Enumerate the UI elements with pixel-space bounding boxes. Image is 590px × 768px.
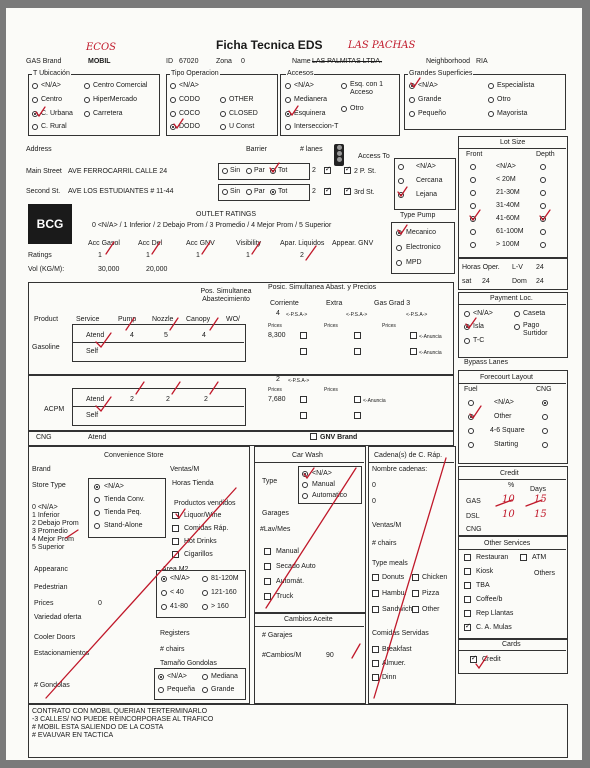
pos-simultanea-header: Pos. Simultanea Abastecimiento	[200, 288, 252, 303]
outlet-scale: 0 <N/A> / 1 Inferior / 2 Debajo Prom / 3 Promedio / 4 Mejor Prom / 5 Superior	[92, 222, 332, 229]
access-2p-label: 2 P. St.	[354, 168, 377, 175]
acpm-label: ACPM	[44, 406, 65, 413]
forecourt-title: Forecourt Layout	[480, 374, 533, 381]
hours-dom-label: Dom	[512, 278, 527, 285]
gas-price-value: 8,300	[268, 332, 286, 339]
access-na-label: <N/A>	[416, 163, 436, 170]
gondolas-label: # Gondolas	[34, 682, 70, 689]
pump-header: Pump	[118, 316, 137, 323]
pen-check	[540, 210, 550, 220]
pen-check	[176, 509, 185, 518]
pen-stroke	[172, 382, 180, 394]
pen-check	[398, 225, 407, 234]
operacion-opt: CODO	[179, 96, 200, 103]
lanes-main-value: 2	[312, 167, 316, 174]
rating-col: Apar. Liquidos	[280, 240, 325, 247]
name-value: LAS PALMITAS LTDA.	[312, 58, 383, 65]
prod-item: Cigarillos	[184, 551, 213, 558]
pen-check	[96, 397, 111, 411]
outlet-title: OUTLET RATINGS	[196, 211, 257, 218]
wash-opt: Manual	[312, 481, 335, 488]
store-ventas-label: Ventas/M	[170, 466, 200, 473]
service-item: TBA	[476, 582, 490, 589]
tamano-label: Tamaño Gondolas	[160, 660, 217, 667]
credit-cng-label: CNG	[466, 526, 482, 533]
pen-stroke	[152, 242, 160, 254]
zona-label: Zona	[216, 58, 232, 65]
store-scale: 3 Promedio	[32, 528, 68, 535]
area-label: Area M2	[162, 566, 189, 573]
credit-gas-pct: 10	[502, 494, 515, 505]
cooler-doors-label: Cooler Doors	[34, 634, 76, 641]
lot-row-label: > 100M	[496, 241, 520, 248]
services-title: Other Services	[484, 540, 531, 547]
wash-opt: <N/A>	[312, 470, 332, 477]
id-label: ID	[166, 58, 173, 65]
rating-col: Acc GNV	[186, 240, 215, 247]
service-header: Service	[76, 316, 100, 323]
wash-item: Truck	[276, 593, 294, 600]
anuncia-label: <-Anuncia	[419, 350, 442, 356]
cng-label: CNG	[36, 434, 52, 441]
barrier-sin: Sin	[230, 167, 241, 174]
garages-label: Garages	[262, 510, 289, 517]
pen-check	[174, 119, 183, 128]
accesos-opt: Esquinera	[294, 110, 326, 117]
name-handwritten: LAS PACHAS	[348, 40, 416, 51]
comidas-servidas-label: Comidas Servidas	[372, 630, 429, 637]
psa-label: <-P.S.A->	[346, 312, 368, 318]
lot-row-label: 61-100M	[496, 228, 524, 235]
operacion-opt: OTHER	[229, 96, 254, 103]
area-opt: 121-160	[211, 589, 237, 596]
pump-opt: Electronico	[406, 244, 441, 251]
area-opt: 81-120M	[211, 575, 239, 582]
lot-row-label: 21-30M	[496, 189, 520, 196]
lanes-second-value: 2	[312, 188, 316, 195]
gas-grad-label: Gas Grad 3	[374, 300, 411, 307]
meal-item: Pizza	[422, 590, 440, 597]
neighborhood-value: RIA	[476, 58, 488, 65]
pen-stroke	[496, 500, 512, 506]
horas-tienda-label: Horas Tienda	[172, 480, 214, 487]
pen-stroke	[126, 318, 134, 330]
pump-opt: MPD	[406, 259, 422, 266]
pen-cross-line	[266, 468, 356, 608]
service-item: Rep Llantas	[476, 610, 514, 617]
pedestrian-label: Pedestrian	[34, 584, 68, 591]
registers-label: Registers	[160, 630, 190, 637]
wash-item: Secado Auto	[276, 563, 316, 570]
rating-value: 1	[196, 252, 200, 259]
pen-check	[96, 333, 111, 347]
pen-marks	[6, 8, 582, 760]
tamano-opt: Grande	[211, 686, 235, 693]
credit-gas-label: GAS	[466, 498, 481, 505]
barrier-par: Par	[254, 167, 265, 174]
gas-brand-value: MOBIL	[88, 58, 111, 65]
cambios-value: 90	[326, 652, 334, 659]
superficies-opt: Especialista	[497, 82, 535, 89]
notes-text: CONTRATO CON MOBIL QUERIAN TERTERMINARLO -3 CALLES/ NO PUEDE REINCORPORASE AL TRAFICO # MOBIL ESTA SALIENDO DE LA COSTA # EVAUVAR EN TACTICA	[32, 708, 214, 739]
gas-brand-handwritten: ECOS	[86, 42, 116, 53]
psa-label: <-P.S.A->	[406, 312, 428, 318]
store-scale: 5 Superior	[32, 544, 65, 551]
barrier-tot: Tot	[278, 167, 288, 174]
wash-item: Automát.	[276, 578, 305, 585]
meal-item: Other	[422, 606, 440, 613]
pen-check	[466, 318, 476, 328]
prices-label: Prices	[382, 323, 396, 329]
acpm-pos-value: 2	[276, 376, 280, 383]
cadena-nombre-label: Nombre cadenas:	[372, 466, 428, 473]
credit-dsl-days: 15	[534, 509, 547, 520]
barrier-par: Par	[254, 188, 265, 195]
vol-value-2: 20,000	[146, 266, 168, 273]
superficies-opt: Otro	[497, 96, 511, 103]
store-scale: 2 Debajo Prom	[32, 520, 79, 527]
payment-opt: T-C	[473, 337, 485, 344]
wash-item: Manual	[276, 548, 299, 555]
pen-stroke	[306, 246, 316, 260]
acpm-nozzle-value: 2	[166, 396, 170, 403]
anuncia-label: <-Anuncia	[419, 334, 442, 340]
pen-check	[470, 210, 480, 220]
forecourt-fuel-label: Fuel	[464, 386, 478, 393]
main-street-label: Main Street	[26, 168, 62, 175]
area-opt: < 40	[170, 589, 184, 596]
prod-item: Liquor/Wine	[184, 512, 222, 519]
pen-stroke	[252, 242, 260, 254]
prices-label: Prices	[268, 387, 282, 393]
rating-value: 1	[98, 252, 102, 259]
corriente-value: 4	[276, 310, 280, 317]
service-item: Kiosk	[476, 568, 494, 575]
pen-check	[398, 187, 407, 196]
lot-row-label: < 20M	[496, 176, 516, 183]
product-header: Product	[34, 316, 59, 323]
hours-lv-label: L-V	[512, 264, 523, 271]
type-meals-label: Type meals	[372, 560, 408, 567]
pen-stroke	[352, 644, 360, 658]
tamano-opt: <N/A>	[167, 673, 187, 680]
rating-col: Acc Gasol	[88, 240, 120, 247]
extra-label: Extra	[326, 300, 343, 307]
store-prices-label: Prices	[34, 600, 54, 607]
lot-size-title: Lot Size	[500, 139, 526, 146]
service-item: C. A. Mulas	[476, 624, 512, 631]
cadena-value-2: 0	[372, 498, 376, 505]
ubicacion-opt: Centro	[41, 96, 63, 103]
gas-nozzle-value: 5	[164, 332, 168, 339]
gas-pump-value: 4	[130, 332, 134, 339]
store-brand-label: Brand	[32, 466, 51, 473]
area-opt: > 160	[211, 603, 229, 610]
operacion-opt: U Const	[229, 123, 255, 130]
hours-sat-value: 24	[482, 278, 490, 285]
pos-simultanea-precios-header: Posic. Simultanea Abast. y Precios	[268, 284, 377, 291]
store-prices-value: 0	[98, 600, 102, 607]
operacion-opt: DODO	[179, 123, 200, 130]
ubicacion-opt: HiperMercado	[93, 96, 137, 103]
estacionamientos-label: Estacionamientos	[34, 650, 90, 657]
barrier-sin: Sin	[230, 188, 241, 195]
store-scale: 1 Inferior	[32, 512, 60, 519]
cards-title: Cards	[502, 641, 521, 648]
rating-col: Acc Del	[138, 240, 163, 247]
gasoline-label: Gasoline	[32, 344, 60, 351]
access-lejana-label: Lejana	[416, 191, 438, 198]
rating-value: 1	[146, 252, 150, 259]
lav-mes-label: #Lav/Mes	[260, 526, 291, 533]
accesos-opt: Otro	[350, 105, 364, 112]
psa-label: <-P.S.A->	[286, 312, 308, 318]
pen-cross-line	[374, 458, 446, 698]
pen-stroke	[170, 318, 178, 330]
cadena-title: Cadena(s) de C. Ráp.	[374, 452, 443, 459]
wash-type-label: Type	[262, 478, 278, 485]
gnv-brand-label: GNV Brand	[320, 434, 358, 441]
cambios-label: #Cambios/M	[262, 652, 302, 659]
superficies-opt: <N/A>	[418, 82, 438, 89]
operacion-opt: <N/A>	[179, 82, 199, 89]
cards-credit-label: Credit	[482, 656, 501, 663]
pen-stroke	[210, 382, 218, 394]
superficies-title: Grandes Superficies	[409, 70, 473, 77]
credit-dsl-pct: 10	[502, 509, 515, 520]
anuncia-label: <-Anuncia	[363, 398, 386, 404]
cadena-ventas-label: Ventas/M	[372, 522, 402, 529]
area-opt: 41-80	[170, 603, 188, 610]
prices-label: Prices	[324, 323, 338, 329]
appearance-label: Appearanc	[34, 566, 68, 573]
serv-item: Almuer.	[382, 660, 406, 667]
canopy-header: Canopy	[186, 316, 211, 323]
prices-label: Prices	[324, 387, 338, 393]
prod-item: Hot Drinks	[184, 538, 217, 545]
lot-row-label: <N/A>	[496, 163, 516, 170]
forecourt-row: <N/A>	[494, 399, 514, 406]
nozzle-header: Nozzle	[152, 316, 174, 323]
rating-value: 1	[246, 252, 250, 259]
payment-opt: Caseta	[523, 310, 546, 317]
store-type-opt: Tienda Peq.	[104, 509, 142, 516]
pen-check	[36, 107, 45, 116]
pump-opt: Mecanico	[406, 229, 436, 236]
access-to-label: Access To	[358, 153, 390, 160]
bcg-logo: BCG	[28, 204, 72, 244]
access-3rd-label: 3rd St.	[354, 189, 375, 196]
garajes-label: # Garajes	[262, 632, 293, 639]
name-label: Name	[292, 58, 311, 65]
operacion-opt: CLOSED	[229, 110, 258, 117]
credit-title: Credit	[500, 470, 519, 477]
meal-item: Chicken	[422, 574, 448, 581]
hours-dom-value: 24	[536, 278, 544, 285]
payment-opt: Pago Surtidor	[523, 322, 548, 337]
address-label: Address	[26, 146, 52, 153]
acpm-pump-value: 2	[130, 396, 134, 403]
car-wash-title: Car Wash	[292, 452, 323, 459]
bypass-lanes-label: Bypass Lanes	[464, 359, 508, 366]
cadena-value-1: 0	[372, 482, 376, 489]
acpm-price-value: 7,680	[268, 396, 286, 403]
acpm-canopy-value: 2	[204, 396, 208, 403]
gas-canopy-value: 4	[202, 332, 206, 339]
pen-stroke	[210, 318, 218, 330]
ratings-label: Ratings	[28, 252, 52, 259]
lot-row-label: 31-40M	[496, 202, 520, 209]
store-scale: 4 Mejor Prom	[32, 536, 75, 543]
corriente-label: Corriente	[270, 300, 299, 307]
meal-item: Donuts	[382, 574, 405, 581]
credit-pct-label: %	[508, 482, 515, 489]
ubicacion-opt: <N/A>	[41, 82, 61, 89]
ubicacion-opt: Carretera	[93, 110, 123, 117]
service-item: Restauran	[476, 554, 509, 561]
forecourt-row: Starting	[494, 441, 519, 448]
wash-opt: Automatico	[312, 492, 348, 499]
accesos-opt: Interseccion-T	[294, 123, 339, 130]
service-item: ATM	[532, 554, 547, 561]
rating-col: Appear. GNV	[332, 240, 374, 247]
store-type-opt: Tienda Conv.	[104, 496, 145, 503]
barrier-tot: Tot	[278, 188, 288, 195]
pen-check	[470, 406, 481, 418]
credit-days-label: Days	[530, 486, 546, 493]
payment-opt: Isla	[473, 323, 484, 330]
service-item: Coffee/b	[476, 596, 503, 603]
serv-item: Dinn	[382, 674, 397, 681]
variedad-label: Variedad oferta	[34, 614, 82, 621]
pen-check	[476, 656, 487, 668]
vol-label: Vol (KG/M):	[28, 266, 65, 273]
lot-depth-label: Depth	[536, 151, 555, 158]
pen-check	[270, 163, 279, 172]
store-title: Convenience Store	[104, 452, 164, 459]
pen-stroke	[136, 382, 144, 394]
wo-header: WO/	[226, 316, 240, 323]
pen-stroke	[526, 500, 542, 506]
superficies-opt: Pequeño	[418, 110, 447, 117]
zona-value: 0	[241, 58, 245, 65]
atend-label: Atend	[86, 332, 105, 339]
forecourt-row: Other	[494, 413, 512, 420]
tamano-opt: Pequeña	[167, 686, 196, 693]
payment-title: Payment Loc.	[490, 295, 533, 302]
pen-cross-line	[46, 488, 236, 698]
store-chairs-label: # chairs	[160, 646, 185, 653]
neighborhood-label: Neighborhood	[426, 58, 470, 65]
area-opt: <N/A>	[170, 575, 190, 582]
ubicacion-opt: C. Rural	[41, 123, 67, 130]
accesos-title: Accesos	[287, 70, 314, 77]
superficies-opt: Grande	[418, 96, 442, 103]
accesos-opt: <N/A>	[294, 82, 314, 89]
productos-label: Productos vendidos	[174, 500, 236, 507]
psa-label: <-P.S.A->	[288, 378, 310, 384]
barrier-label: Barrier	[246, 146, 268, 153]
vol-value-1: 30,000	[98, 266, 120, 273]
meal-item: Sandwich	[382, 606, 413, 613]
page-title: Ficha Tecnica EDS	[216, 38, 323, 52]
credit-gas-days: 15	[534, 494, 547, 505]
ubicacion-title: T Ubicación	[33, 70, 70, 77]
form-sheet	[6, 8, 582, 760]
accesos-opt: Medianera	[294, 96, 328, 103]
lanes-label: # lanes	[300, 146, 323, 153]
pen-stroke	[106, 242, 114, 254]
forecourt-cng-label: CNG	[536, 386, 552, 393]
pen-check	[289, 106, 298, 115]
id-value: 67020	[179, 58, 199, 65]
superficies-opt: Mayorista	[497, 110, 528, 117]
pen-stroke	[202, 242, 210, 254]
prod-item: Comidas Ráp.	[184, 525, 229, 532]
rating-col: Visibility	[236, 240, 262, 247]
ubicacion-opt: C. Urbana	[41, 110, 73, 117]
second-street-label: Second St.	[26, 188, 61, 195]
credit-dsl-label: DSL	[466, 513, 480, 520]
gas-brand-label: GAS Brand	[26, 58, 62, 65]
second-street-value: AVE LOS ESTUDIANTES # 11-44	[68, 188, 174, 195]
main-street-value: AVE FERROCARRIL CALLE 24	[68, 168, 168, 175]
hours-oper-label: Horas Oper.	[462, 264, 500, 271]
rating-value: 2	[300, 252, 304, 259]
payment-opt: <N/A>	[473, 310, 493, 317]
hours-sat-label: sat	[462, 278, 472, 285]
store-type-label: Store Type	[32, 482, 66, 489]
tamano-opt: Mediana	[211, 673, 238, 680]
accesos-opt: Esq. con 1 Acceso	[350, 81, 384, 96]
prices-label: Prices	[268, 323, 282, 329]
cng-atend-label: Atend	[88, 434, 107, 441]
access-cercana-label: Cercana	[416, 177, 443, 184]
serv-item: Breakfast	[382, 646, 412, 653]
self-label: Self	[86, 348, 99, 355]
store-type-opt: <N/A>	[104, 483, 124, 490]
meal-item: Hambu.	[382, 590, 407, 597]
operacion-title: Tipo Operacion	[171, 70, 219, 77]
operacion-opt: COCO	[179, 110, 200, 117]
lot-row-label: 41-60M	[496, 215, 520, 222]
forecourt-row: 4-6 Square	[490, 427, 525, 434]
store-scale: 0 <N/A>	[32, 504, 58, 511]
hours-lv-value: 24	[536, 264, 544, 271]
pen-check	[304, 468, 314, 478]
lot-front-label: Front	[466, 151, 483, 158]
pen-stroke	[66, 530, 78, 538]
atend-label: Atend	[86, 396, 105, 403]
cadena-chairs-label: # chairs	[372, 540, 397, 547]
pen-check	[411, 78, 420, 87]
self-label: Self	[86, 412, 99, 419]
type-pump-title: Type Pump	[400, 212, 436, 219]
store-type-opt: Stand-Alone	[104, 522, 143, 529]
service-item: Others	[534, 570, 556, 577]
ubicacion-opt: Centro Comercial	[93, 82, 148, 89]
aceite-title: Cambios Aceite	[284, 616, 333, 623]
